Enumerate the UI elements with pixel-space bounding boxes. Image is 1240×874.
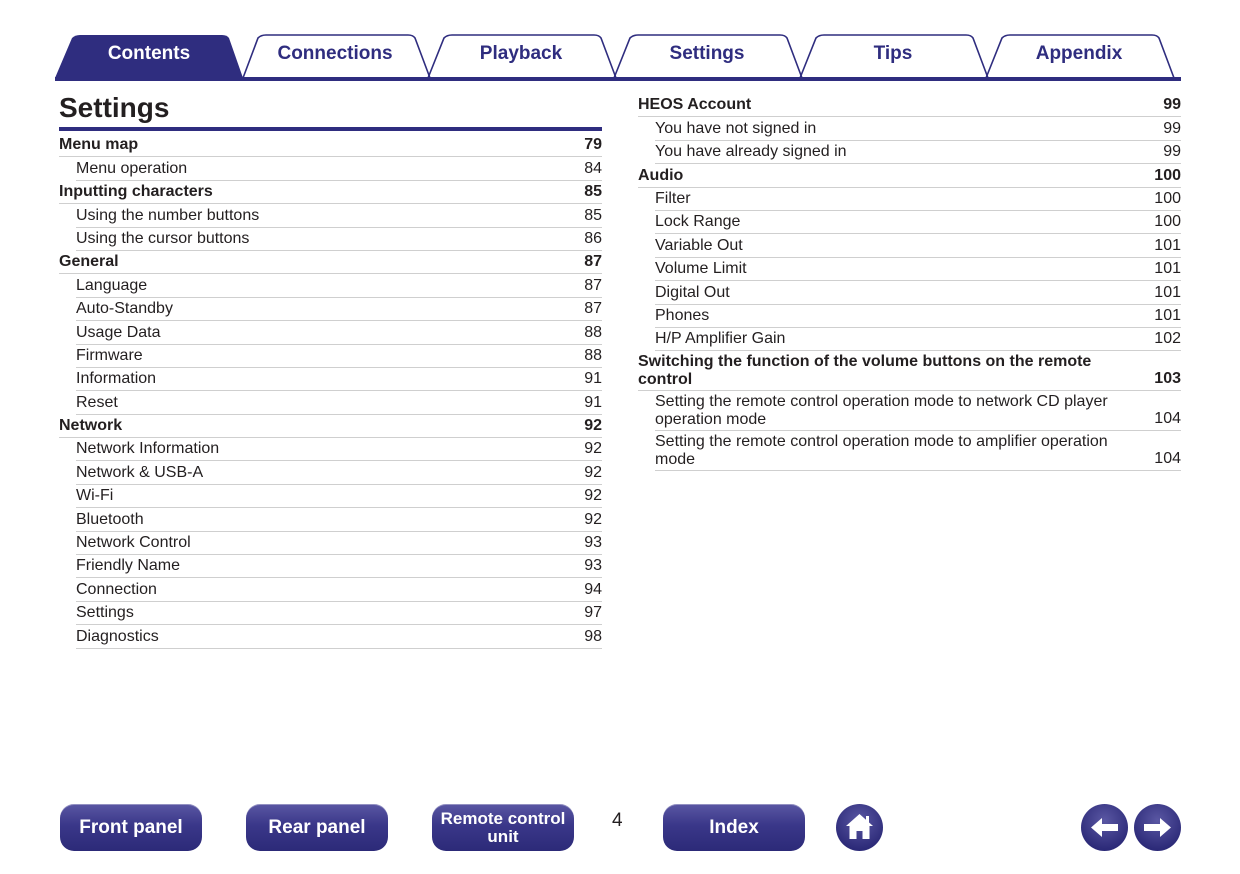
toc-entry-label: Bluetooth	[76, 510, 144, 528]
toc-entry-label: Menu map	[59, 136, 139, 154]
toc-entry-label: Network & USB-A	[76, 463, 204, 481]
front-panel-button[interactable]	[60, 804, 202, 851]
toc-page-number: 101	[1154, 306, 1181, 324]
rear-panel-button[interactable]	[246, 804, 388, 851]
home-icon	[836, 804, 883, 851]
toc-page-number: 99	[1163, 96, 1181, 114]
tab-connections[interactable]: Connections	[277, 43, 393, 64]
toc-entry-label: Setting the remote control operation mode to network CD player operation mode	[655, 393, 1108, 429]
toc-entry-label: Reset	[76, 393, 118, 411]
tab-bar	[0, 0, 1240, 84]
toc-page-number: 94	[584, 580, 602, 598]
toc-section-row[interactable]	[638, 351, 1181, 391]
toc-item-row[interactable]	[655, 188, 1181, 211]
front-panel-label: Front panel	[79, 816, 183, 838]
toc-page-number: 84	[584, 159, 602, 177]
toc-entry-label: Information	[76, 370, 157, 388]
toc-page-number: 87	[584, 276, 602, 294]
toc-entry-label: Friendly Name	[76, 557, 181, 575]
toc-entry-label: H/P Amplifier Gain	[655, 330, 786, 348]
title-divider	[59, 127, 602, 131]
rear-panel-label: Rear panel	[268, 816, 366, 838]
toc-page-number: 92	[584, 510, 602, 528]
toc-item-row[interactable]	[655, 328, 1181, 351]
toc-section-row[interactable]	[59, 134, 602, 157]
toc-entry-label: Lock Range	[655, 213, 741, 231]
toc-entry-label: Volume Limit	[655, 260, 747, 278]
toc-entry-label: Switching the function of the volume buttons on the remote control	[638, 353, 1092, 389]
toc-page-number: 92	[584, 463, 602, 481]
toc-item-row[interactable]	[76, 321, 602, 344]
toc-item-row[interactable]	[655, 211, 1181, 234]
toc-entry-label: Setting the remote control operation mode to amplifier operation mode	[655, 433, 1108, 469]
toc-item-row[interactable]	[76, 602, 602, 625]
toc-item-row[interactable]	[76, 368, 602, 391]
forward-button[interactable]	[1134, 804, 1181, 851]
toc-section-row[interactable]	[638, 94, 1181, 117]
toc-page-number: 92	[584, 487, 602, 505]
toc-page-number: 101	[1154, 236, 1181, 254]
toc-page-number: 100	[1154, 166, 1181, 184]
toc-section-row[interactable]	[59, 181, 602, 204]
toc-page-number: 99	[1163, 143, 1181, 161]
toc-item-row[interactable]	[655, 431, 1181, 471]
toc-entry-label: Usage Data	[76, 323, 161, 341]
toc-page-number: 93	[584, 557, 602, 575]
toc-entry-label: Settings	[76, 604, 134, 622]
tab-playback[interactable]: Playback	[479, 43, 563, 64]
toc-item-row[interactable]	[655, 305, 1181, 328]
toc-page-number: 88	[584, 346, 602, 364]
toc-item-row[interactable]	[76, 228, 602, 251]
toc-entry-label: HEOS Account	[638, 96, 752, 114]
toc-page-number: 86	[584, 229, 602, 247]
toc-entry-label: Using the number buttons	[76, 206, 260, 224]
toc-item-row[interactable]	[76, 485, 602, 508]
toc-item-row[interactable]	[76, 625, 602, 648]
page-title: Settings	[59, 92, 170, 123]
tab-settings[interactable]: Settings	[669, 43, 745, 64]
toc-page-number: 98	[584, 627, 602, 645]
toc-page-number: 104	[1154, 450, 1181, 468]
toc-page-number: 91	[584, 370, 602, 388]
toc-entry-label: Network	[59, 417, 123, 435]
tab-contents[interactable]: Contents	[107, 43, 191, 64]
toc-entry-label: Connection	[76, 580, 157, 598]
toc-page-number: 85	[584, 183, 602, 201]
toc-entry-label: Network Control	[76, 534, 191, 552]
toc-item-row[interactable]	[655, 391, 1181, 431]
toc-entry-label: You have not signed in	[655, 119, 817, 137]
toc-entry-label: Inputting characters	[59, 183, 213, 201]
toc-page-number: 97	[584, 604, 602, 622]
toc-page-number: 102	[1154, 330, 1181, 348]
toc-page-number: 92	[584, 417, 602, 435]
toc-item-row[interactable]	[76, 438, 602, 461]
toc-page-number: 93	[584, 534, 602, 552]
toc-entry-label: Firmware	[76, 346, 143, 364]
toc-left-column	[59, 134, 602, 649]
toc-item-row[interactable]	[655, 141, 1181, 164]
toc-section-row[interactable]	[638, 164, 1181, 187]
toc-entry-label: Phones	[655, 306, 710, 324]
toc-section-row[interactable]	[59, 415, 602, 438]
toc-entry-label: Menu operation	[76, 159, 188, 177]
toc-item-row[interactable]	[76, 532, 602, 555]
toc-page-number: 88	[584, 323, 602, 341]
toc-page-number: 100	[1154, 189, 1181, 207]
page-number: 4	[612, 810, 623, 831]
toc-item-row[interactable]	[76, 578, 602, 601]
toc-page-number: 79	[584, 136, 602, 154]
toc-item-row[interactable]	[76, 391, 602, 414]
toc-page-number: 91	[584, 393, 602, 411]
toc-item-row[interactable]	[76, 461, 602, 484]
toc-right-column	[638, 94, 1181, 471]
toc-entry-label: Digital Out	[655, 283, 730, 301]
toc-page-number: 85	[584, 206, 602, 224]
toc-page-number: 101	[1154, 260, 1181, 278]
toc-section-row[interactable]	[59, 251, 602, 274]
back-button[interactable]	[1081, 804, 1128, 851]
toc-entry-label: Variable Out	[655, 236, 743, 254]
index-button[interactable]	[663, 804, 805, 851]
toc-entry-label: Auto-Standby	[76, 300, 173, 318]
remote-control-label-line2: unit	[487, 826, 519, 846]
toc-page-number: 87	[584, 253, 602, 271]
arrow-right-icon	[1134, 804, 1181, 851]
tab-appendix[interactable]: Appendix	[1035, 43, 1123, 64]
home-button[interactable]	[836, 804, 883, 851]
toc-item-row[interactable]	[76, 508, 602, 531]
index-label: Index	[709, 816, 759, 838]
toc-item-row[interactable]	[76, 555, 602, 578]
tab-tips[interactable]: Tips	[873, 43, 913, 64]
toc-item-row[interactable]	[76, 274, 602, 297]
toc-item-row[interactable]	[655, 281, 1181, 304]
toc-item-row[interactable]	[76, 298, 602, 321]
toc-entry-label: Filter	[655, 189, 691, 207]
toc-entry-label: Wi-Fi	[76, 487, 114, 505]
toc-entry-label: Diagnostics	[76, 627, 159, 645]
toc-entry-label: Language	[76, 276, 148, 294]
remote-control-unit-button[interactable]	[432, 804, 574, 851]
toc-entry-label: Using the cursor buttons	[76, 229, 250, 247]
toc-item-row[interactable]	[76, 345, 602, 368]
toc-item-row[interactable]	[655, 234, 1181, 257]
toc-page-number: 92	[584, 440, 602, 458]
toc-entry-label: General	[59, 253, 119, 271]
toc-page-number: 104	[1154, 410, 1181, 428]
toc-entry-label: Audio	[638, 166, 684, 184]
toc-entry-label: Network Information	[76, 440, 220, 458]
toc-page-number: 101	[1154, 283, 1181, 301]
toc-item-row[interactable]	[76, 157, 602, 180]
toc-page-number: 99	[1163, 119, 1181, 137]
toc-entry-label: You have already signed in	[655, 143, 847, 161]
remote-control-label-line1: Remote control	[440, 808, 566, 828]
toc-item-row[interactable]	[655, 258, 1181, 281]
toc-page-number: 103	[1154, 370, 1181, 388]
toc-page-number: 100	[1154, 213, 1181, 231]
arrow-left-icon	[1081, 804, 1128, 851]
toc-item-row[interactable]	[655, 117, 1181, 140]
tab-shapes	[0, 0, 1240, 84]
toc-item-row[interactable]	[76, 204, 602, 227]
toc-page-number: 87	[584, 300, 602, 318]
